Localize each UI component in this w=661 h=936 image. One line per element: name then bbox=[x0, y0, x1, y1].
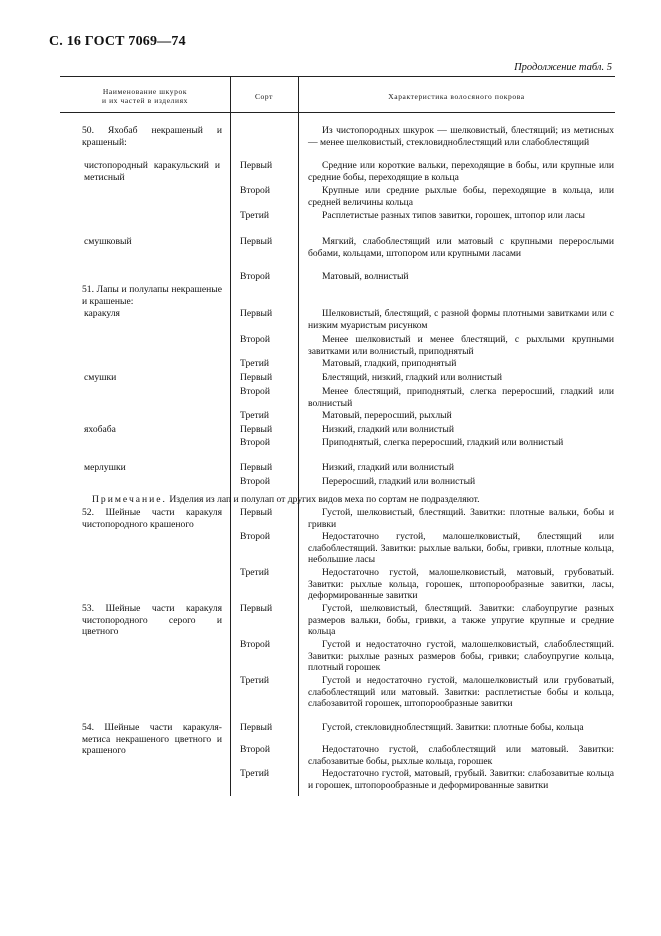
row-description: Переросший, гладкий или волнистый bbox=[322, 476, 476, 487]
row-name: мерлушки bbox=[84, 462, 126, 473]
row-grade: Второй bbox=[240, 531, 270, 542]
row-grade: Первый bbox=[240, 603, 273, 614]
row-grade: Первый bbox=[240, 722, 273, 733]
row-name: 52. Шейные части каракуля чистопородного крашеного bbox=[82, 507, 222, 530]
row-description: Густой, стекловиднoблестящий. Завитки: плотные бобы, кольца bbox=[322, 722, 584, 733]
row-grade: Третий bbox=[240, 210, 270, 221]
table-top-rule bbox=[60, 76, 615, 77]
row-grade: Третий bbox=[240, 675, 270, 686]
row-grade: Второй bbox=[240, 639, 270, 650]
row-name: 50. Яхобаб некрашеный и крашеный: bbox=[82, 125, 222, 148]
row-name: чистопородный каракульский и метисный bbox=[84, 160, 220, 183]
row-description: Менее блестящий, приподнятый, слегка переросший, гладкий или волнистый bbox=[308, 386, 614, 409]
row-grade: Третий bbox=[240, 410, 270, 421]
row-grade: Первый bbox=[240, 308, 273, 319]
row-description: Низкий, гладкий или волнистый bbox=[322, 462, 454, 473]
row-description: Густой и недостаточно густой, малошелковистый или грубоватый, слабоблестящий или матовый. Завитки: расплетистые бобы и кольца, слабозавитой горошек, штопорообразные завитки bbox=[308, 675, 614, 709]
column-divider bbox=[298, 76, 299, 796]
column-header-description: Характеристика волосяного покрова bbox=[388, 92, 525, 101]
row-name: смушковый bbox=[84, 236, 132, 247]
row-grade: Второй bbox=[240, 476, 270, 487]
row-description: Расплетистые разных типов завитки, горошек, штопор или ласы bbox=[322, 210, 585, 221]
row-grade: Второй bbox=[240, 437, 270, 448]
row-name: яхобаба bbox=[84, 424, 116, 435]
row-grade: Второй bbox=[240, 386, 270, 397]
row-name: каракуля bbox=[84, 308, 120, 319]
row-description: Из чистопородных шкурок — шелковистый, блестящий; из метисных — менее шелковистый, стекловиднoблестящий или слабоблестящий bbox=[308, 125, 614, 148]
row-description: Матовый, волнистый bbox=[322, 271, 409, 282]
row-name: 51. Лапы и полулапы некрашеные и крашеные: bbox=[82, 284, 222, 307]
row-description: Средние или короткие вальки, переходящие в бобы, или крупные или средние бобы, переходящие в кольца bbox=[308, 160, 614, 183]
table-continuation-label: Продолжение табл. 5 bbox=[514, 62, 612, 73]
table-header-rule bbox=[60, 112, 615, 113]
table-note bbox=[60, 494, 615, 506]
row-description: Густой, шелковистый, блестящий. Завитки: слабоупругие разных размеров вальки, бобы, гривки, а также упругие крупные и средние кольца bbox=[308, 603, 614, 637]
row-grade: Третий bbox=[240, 358, 270, 369]
row-description: Недостаточно густой, малошелковистый, блестящий или слабоблестящий. Завитки: рыхлые вальки, бобы, гривки, плотные кольца, небольшие ласы bbox=[308, 531, 614, 565]
row-grade: Второй bbox=[240, 271, 270, 282]
row-grade: Второй bbox=[240, 185, 270, 196]
row-description: Недостаточно густой, малошелковистый, матовый, грубоватый. Завитки: рыхлые кольца, горошек, штопорообразные завитки, ласы, деформированные завитки bbox=[308, 567, 614, 601]
row-grade: Первый bbox=[240, 160, 273, 171]
row-name: 53. Шейные части каракуля чистопородного серого и цветного bbox=[82, 603, 222, 637]
row-grade: Второй bbox=[240, 744, 270, 755]
row-name: смушки bbox=[84, 372, 117, 383]
row-description: Блестящий, низкий, гладкий или волнистый bbox=[322, 372, 503, 383]
row-description: Мягкий, слабоблестящий или матовый с крупными перерослыми бобами, кольцами, штопором или крупными ласами bbox=[308, 236, 614, 259]
row-description: Низкий, гладкий или волнистый bbox=[322, 424, 454, 435]
page-title: С. 16 ГОСТ 7069—74 bbox=[49, 34, 186, 49]
row-description: Шелковистый, блестящий, с разной формы плотными завитками или с низким муаристым рисунком bbox=[308, 308, 614, 331]
row-description: Крупные или средние рыхлые бобы, переходящие в кольца, или средней величины кольца bbox=[308, 185, 614, 208]
row-grade: Первый bbox=[240, 236, 273, 247]
column-divider bbox=[230, 76, 231, 796]
row-description: Густой и недостаточно густой, малошелковистый, слабоблестящий. Завитки: рыхлые разных размеров бобы, гривки; слабоупругие кольца, плотный горошек bbox=[308, 639, 614, 673]
row-description: Недостаточно густой, слабоблестящий или матовый. Завитки: слабозавитые бобы, рыхлые кольца, горошек bbox=[308, 744, 614, 767]
note-text: Изделия из лап и полулап от других видов меха по сортам не подразделяют. bbox=[166, 494, 480, 505]
row-description: Матовый, гладкий, приподнятый bbox=[322, 358, 457, 369]
row-description: Матовый, переросший, рыхлый bbox=[322, 410, 452, 421]
row-grade: Первый bbox=[240, 372, 273, 383]
row-grade: Третий bbox=[240, 567, 270, 578]
row-description: Приподнятый, слегка переросший, гладкий или волнистый bbox=[322, 437, 564, 448]
note-label: Примечание. bbox=[92, 494, 167, 505]
row-grade: Третий bbox=[240, 768, 270, 779]
row-description: Менее шелковистый и менее блестящий, с рыхлыми крупными завитками или волнистый, приподнятый bbox=[308, 334, 614, 357]
row-name: 54. Шейные части каракуля-метиса некрашеного цветного и крашеного bbox=[82, 722, 222, 756]
row-grade: Первый bbox=[240, 424, 273, 435]
row-description: Недостаточно густой, матовый, грубый. Завитки: слабозавитые кольца и горошек, штопорообразные и деформированные завитки bbox=[308, 768, 614, 791]
column-header-name: Наименование шкурок и их частей в изделиях bbox=[101, 87, 188, 105]
row-grade: Второй bbox=[240, 334, 270, 345]
row-description: Густой, шелковистый, блестящий. Завитки: плотные вальки, бобы и гривки bbox=[308, 507, 614, 530]
column-header-grade: Сорт bbox=[254, 92, 274, 101]
row-grade: Первый bbox=[240, 507, 273, 518]
row-grade: Первый bbox=[240, 462, 273, 473]
